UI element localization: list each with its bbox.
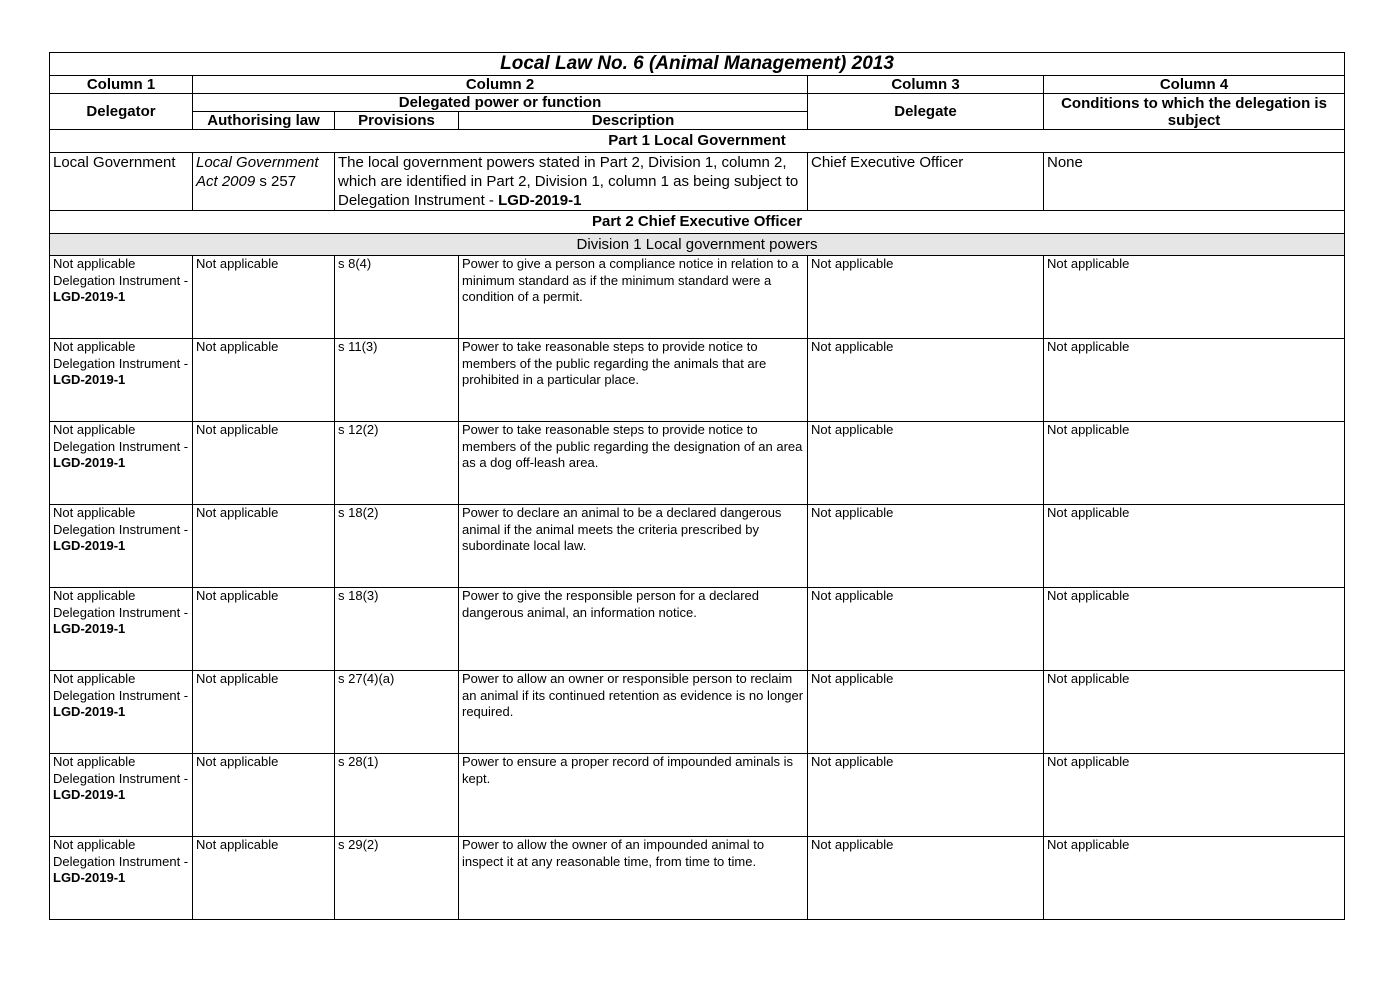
table-row — [50, 671, 1345, 754]
part-2-heading-row — [50, 211, 1345, 234]
row-delegator-ref: LGD-2019-1 — [53, 621, 126, 636]
row-delegate: Not applicable — [808, 339, 1044, 422]
row-delegator-instrument: Delegation Instrument - — [53, 272, 189, 288]
row-delegate: Not applicable — [808, 505, 1044, 588]
part-1-heading-row — [50, 130, 1345, 153]
row-delegate: Not applicable — [808, 837, 1044, 920]
row-provision: s 29(2) — [335, 837, 459, 920]
row-authorising-law: Not applicable — [193, 588, 335, 671]
part-1-description-text: The local government powers stated in Part 2, Division 1, column 2, which are identified in Part 2, Division 1, column 1 as being subject to Delegation Instrument - — [338, 154, 799, 209]
row-delegator-instrument: Delegation Instrument - — [53, 853, 189, 869]
row-delegate: Not applicable — [808, 671, 1044, 754]
row-delegator-instrument: Delegation Instrument - — [53, 770, 189, 786]
table-row — [50, 837, 1345, 920]
division-1-heading-row — [50, 234, 1345, 256]
part-1-row — [50, 153, 1345, 211]
row-delegator-status: Not applicable — [53, 422, 136, 437]
delegated-power-header: Delegated power or function — [193, 94, 808, 112]
row-provision: s 11(3) — [335, 339, 459, 422]
row-description: Power to give a person a compliance notice in relation to a minimum standard as if the minimum standard were a condition of a permit. — [459, 256, 808, 339]
row-delegator-instrument: Delegation Instrument - — [53, 687, 189, 703]
row-delegate: Not applicable — [808, 588, 1044, 671]
table-row — [50, 588, 1345, 671]
row-provision: s 18(3) — [335, 588, 459, 671]
row-authorising-law: Not applicable — [193, 754, 335, 837]
row-description: Power to take reasonable steps to provide notice to members of the public regarding the animals that are prohibited in a particular place. — [459, 339, 808, 422]
row-delegate: Not applicable — [808, 422, 1044, 505]
division-1-heading: Division 1 Local government powers — [50, 234, 1345, 256]
table-row — [50, 422, 1345, 505]
part-1-law-section: s 257 — [255, 173, 297, 190]
delegate-header: Delegate — [808, 94, 1044, 130]
division-1-rows — [50, 256, 1345, 920]
row-delegator — [50, 671, 193, 754]
row-provision: s 8(4) — [335, 256, 459, 339]
description-header: Description — [459, 112, 808, 130]
row-delegator-status: Not applicable — [53, 339, 136, 354]
part-1-conditions: None — [1044, 153, 1345, 211]
part-1-delegator: Local Government — [50, 153, 193, 211]
row-authorising-law: Not applicable — [193, 837, 335, 920]
row-provision: s 27(4)(a) — [335, 671, 459, 754]
row-conditions: Not applicable — [1044, 588, 1345, 671]
delegator-header: Delegator — [50, 94, 193, 130]
authorising-law-header: Authorising law — [193, 112, 335, 130]
row-delegator-instrument: Delegation Instrument - — [53, 521, 189, 537]
row-delegator-ref: LGD-2019-1 — [53, 372, 126, 387]
row-delegator-ref: LGD-2019-1 — [53, 289, 126, 304]
column-1-header: Column 1 — [50, 76, 193, 94]
row-conditions: Not applicable — [1044, 754, 1345, 837]
row-delegator — [50, 588, 193, 671]
row-conditions: Not applicable — [1044, 339, 1345, 422]
row-delegator-ref: LGD-2019-1 — [53, 455, 126, 470]
row-delegator — [50, 754, 193, 837]
column-2-header: Column 2 — [193, 76, 808, 94]
column-number-row — [50, 76, 1345, 94]
part-1-description — [335, 153, 808, 211]
part-1-heading: Part 1 Local Government — [50, 130, 1345, 153]
row-delegator — [50, 256, 193, 339]
row-conditions: Not applicable — [1044, 671, 1345, 754]
conditions-header: Conditions to which the delegation is subject — [1044, 94, 1345, 130]
row-authorising-law: Not applicable — [193, 256, 335, 339]
header-row-1 — [50, 94, 1345, 112]
row-delegator-status: Not applicable — [53, 754, 136, 769]
row-delegator-status: Not applicable — [53, 837, 136, 852]
row-provision: s 12(2) — [335, 422, 459, 505]
row-authorising-law: Not applicable — [193, 671, 335, 754]
row-description: Power to ensure a proper record of impounded aminals is kept. — [459, 754, 808, 837]
row-delegator-status: Not applicable — [53, 256, 136, 271]
row-delegator-ref: LGD-2019-1 — [53, 538, 126, 553]
row-delegator-instrument: Delegation Instrument - — [53, 355, 189, 371]
part-1-delegate: Chief Executive Officer — [808, 153, 1044, 211]
row-conditions: Not applicable — [1044, 256, 1345, 339]
part-2-heading: Part 2 Chief Executive Officer — [50, 211, 1345, 234]
part-1-authorising-law — [193, 153, 335, 211]
document-title: Local Law No. 6 (Animal Management) 2013 — [50, 53, 1345, 76]
row-delegator-instrument: Delegation Instrument - — [53, 438, 189, 454]
part-1-description-ref: LGD-2019-1 — [498, 192, 582, 209]
row-description: Power to allow the owner of an impounded animal to inspect it at any reasonable time, from time to time. — [459, 837, 808, 920]
title-row — [50, 53, 1345, 76]
row-conditions: Not applicable — [1044, 422, 1345, 505]
row-delegator — [50, 339, 193, 422]
row-authorising-law: Not applicable — [193, 422, 335, 505]
part-1-law-name: Local Government Act 2009 — [196, 154, 319, 190]
row-delegator-status: Not applicable — [53, 588, 136, 603]
table-row — [50, 256, 1345, 339]
row-delegator-instrument: Delegation Instrument - — [53, 604, 189, 620]
row-delegator-ref: LGD-2019-1 — [53, 704, 126, 719]
row-description: Power to declare an animal to be a declared dangerous animal if the animal meets the criteria prescribed by subordinate local law. — [459, 505, 808, 588]
table-row — [50, 505, 1345, 588]
row-authorising-law: Not applicable — [193, 505, 335, 588]
row-delegator-ref: LGD-2019-1 — [53, 787, 126, 802]
provisions-header: Provisions — [335, 112, 459, 130]
row-provision: s 28(1) — [335, 754, 459, 837]
row-delegator-status: Not applicable — [53, 671, 136, 686]
row-delegator — [50, 422, 193, 505]
row-authorising-law: Not applicable — [193, 339, 335, 422]
row-delegator-ref: LGD-2019-1 — [53, 870, 126, 885]
column-4-header: Column 4 — [1044, 76, 1345, 94]
table-row — [50, 754, 1345, 837]
row-description: Power to take reasonable steps to provide notice to members of the public regarding the designation of an area as a dog off-leash area. — [459, 422, 808, 505]
row-provision: s 18(2) — [335, 505, 459, 588]
row-delegator-status: Not applicable — [53, 505, 136, 520]
row-description: Power to give the responsible person for a declared dangerous animal, an information notice. — [459, 588, 808, 671]
row-delegate: Not applicable — [808, 256, 1044, 339]
column-3-header: Column 3 — [808, 76, 1044, 94]
delegation-table — [49, 52, 1345, 920]
row-delegator — [50, 505, 193, 588]
table-row — [50, 339, 1345, 422]
row-description: Power to allow an owner or responsible person to reclaim an animal if its continued retention as evidence is no longer required. — [459, 671, 808, 754]
row-delegator — [50, 837, 193, 920]
row-conditions: Not applicable — [1044, 505, 1345, 588]
row-delegate: Not applicable — [808, 754, 1044, 837]
row-conditions: Not applicable — [1044, 837, 1345, 920]
